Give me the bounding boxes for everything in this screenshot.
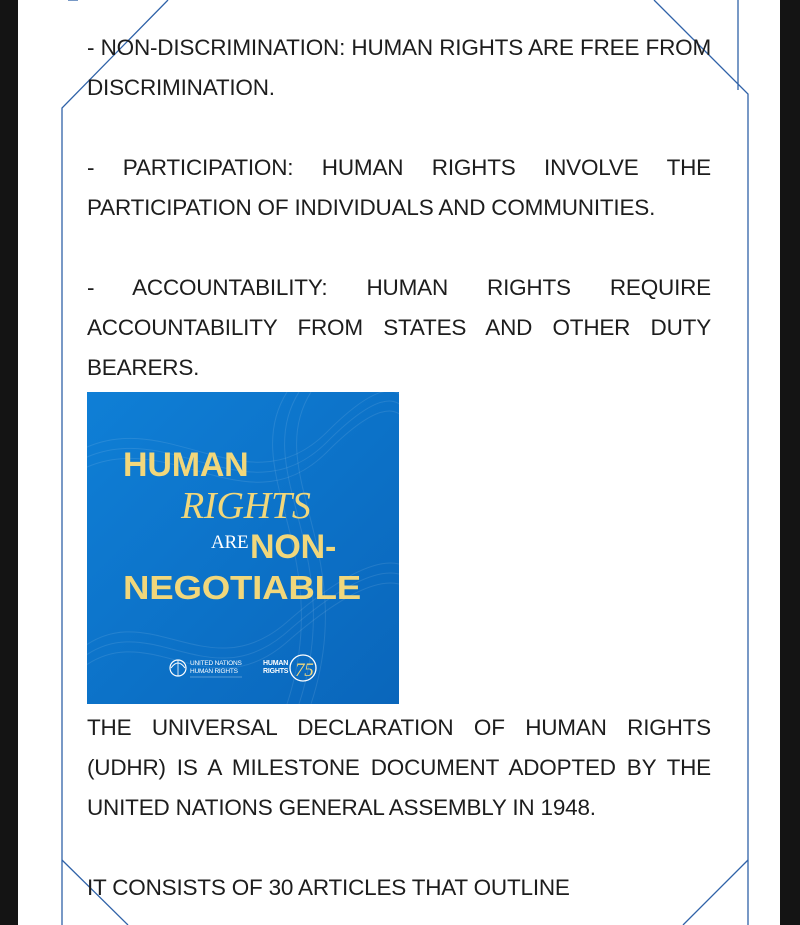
paragraph-accountability: - ACCOUNTABILITY: HUMAN RIGHTS REQUIRE ACCOUNTABILITY FROM STATES AND OTHER DUTY BEARERS. [87, 275, 711, 380]
poster-line-rights: RIGHTS [181, 485, 311, 527]
poster-badge-line2: RIGHTS [263, 668, 289, 675]
poster-org-line1: UNITED NATIONS [190, 660, 242, 667]
human-rights-poster-image [87, 392, 399, 704]
poster-line-negotiable: NEGOTIABLE [123, 569, 361, 606]
document-page [18, 0, 780, 925]
document-content [87, 28, 711, 925]
poster-org-line2: HUMAN RIGHTS [190, 668, 238, 675]
paragraph-participation: - PARTICIPATION: HUMAN RIGHTS INVOLVE THE PARTICIPATION OF INDIVIDUALS AND COMMUNITIES. [87, 155, 711, 220]
paragraph-non-discrimination: - NON-DISCRIMINATION: HUMAN RIGHTS ARE FREE FROM DISCRIMINATION. [87, 35, 711, 100]
poster-line-human: HUMAN [123, 446, 249, 484]
poster-badge-line1: HUMAN [263, 660, 289, 667]
poster-badge-number: 75 [295, 660, 314, 681]
poster-line-non: NON- [250, 528, 337, 566]
poster-line-are: are [211, 532, 249, 553]
paragraph-thirty-articles: IT CONSISTS OF 30 ARTICLES THAT OUTLINE [87, 875, 570, 900]
paragraph-udhr: THE UNIVERSAL DECLARATION OF HUMAN RIGHTS (UDHR) IS A MILESTONE DOCUMENT ADOPTED BY THE UNITED NATIONS GENERAL ASSEMBLY IN 1948. [87, 715, 711, 820]
